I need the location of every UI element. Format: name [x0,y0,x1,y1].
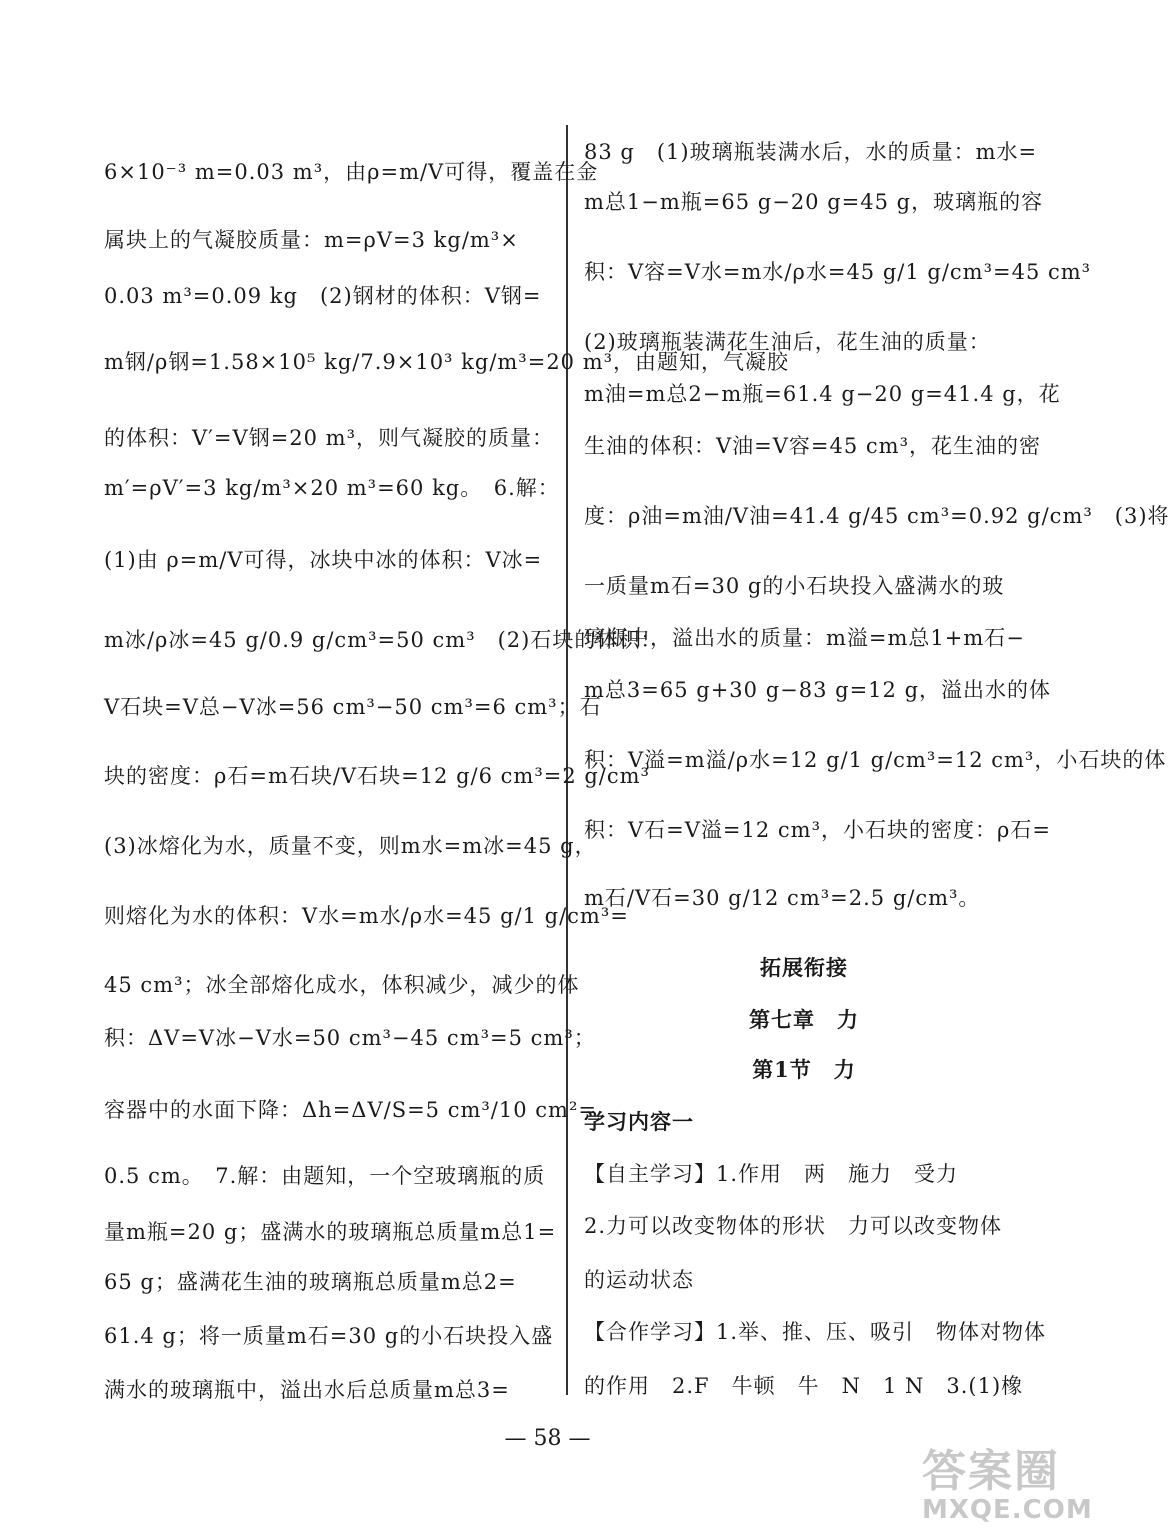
text-line: 一质量m石=30 g的小石块投入盛满水的玻 [584,574,1005,598]
text-line: m钢/ρ钢=1.58×10⁵ kg/7.9×10³ kg/m³=20 m³，由题知，气凝胶 [104,350,790,374]
text-line: m总1−m瓶=65 g−20 g=45 g，玻璃瓶的容 [584,190,1044,214]
text-line: V石块=V总−V冰=56 cm³−50 cm³=6 cm³；石 [104,695,602,719]
text-line: 璃瓶中，溢出水的质量：m溢=m总1+m石− [584,626,1025,650]
text-line: 积：V容=V水=m水/ρ水=45 g/1 g/cm³=45 cm³ [584,260,1092,284]
text-line: 量m瓶=20 g；盛满水的玻璃瓶总质量m总1= [104,1220,557,1244]
text-line: m石/V石=30 g/12 cm³=2.5 g/cm³。 [584,886,981,910]
text-line: 度：ρ油=m油/V油=41.4 g/45 cm³=0.92 g/cm³ (3)将 [584,504,1170,528]
coop-study-line: 的作用 2.F 牛顿 牛 N 1 N 3.(1)橡 [584,1374,1024,1398]
text-line: 61.4 g；将一质量m石=30 g的小石块投入盛 [104,1324,554,1348]
text-line: 83 g (1)玻璃瓶装满水后，水的质量：m水= [584,140,1038,164]
text-line: 45 cm³；冰全部熔化成水，体积减少，减少的体 [104,973,580,997]
text-line: (1)由 ρ=m/V可得，冰块中冰的体积：V冰= [104,548,543,572]
self-study-line: 2.力可以改变物体的形状 力可以改变物体 [584,1214,1003,1238]
page-number: — 58 — [504,1426,591,1451]
watermark-bottom: MXQE.COM [922,1495,1093,1525]
text-line: 积：ΔV=V冰−V水=50 cm³−45 cm³=5 cm³； [104,1026,596,1050]
text-line: (3)冰熔化为水，质量不变，则m水=m冰=45 g， [104,834,597,858]
content-title: 学习内容一 [584,1109,694,1134]
watermark-logo [922,1446,1093,1532]
text-line: m′=ρV′=3 kg/m³×20 m³=60 kg。 6.解： [104,476,560,500]
text-line: m油=m总2−m瓶=61.4 g−20 g=41.4 g，花 [584,382,1061,406]
text-line: (2)玻璃瓶装满花生油后，花生油的质量： [584,330,991,354]
column-divider [566,125,568,1395]
text-line: m冰/ρ冰=45 g/0.9 g/cm³=50 cm³ (2)石块的体积： [104,628,663,652]
text-line: 则熔化为水的体积：V水=m水/ρ水=45 g/1 g/cm³= [104,904,629,928]
section-title: 第1节 力 [752,1057,856,1082]
text-line: 生油的体积：V油=V容=45 cm³，花生油的密 [584,434,1042,458]
text-line: 0.5 cm。 7.解：由题知，一个空玻璃瓶的质 [104,1164,546,1188]
text-line: 积：V石=V溢=12 cm³，小石块的密度：ρ石= [584,818,1051,842]
text-line: 0.03 m³=0.09 kg (2)钢材的体积：V钢= [104,284,542,308]
text-line: 属块上的气凝胶质量：m=ρV=3 kg/m³× [104,228,519,252]
text-line: m总3=65 g+30 g−83 g=12 g，溢出水的体 [584,678,1052,702]
watermark-top: 答案圈 [922,1446,1060,1497]
text-line: 的体积：V′=V钢=20 m³，则气凝胶的质量： [104,426,555,450]
heading-expand: 拓展衔接 [760,955,848,980]
text-line: 满水的玻璃瓶中，溢出水后总质量m总3= [104,1378,510,1402]
text-line: 容器中的水面下降：Δh=ΔV/S=5 cm³/10 cm²= [104,1098,597,1122]
text-line: 积：V溢=m溢/ρ水=12 g/1 g/cm³=12 cm³，小石块的体 [584,748,1167,772]
coop-study-line: 【合作学习】1.举、推、压、吸引 物体对物体 [584,1320,1047,1344]
text-line: 块的密度：ρ石=m石块/V石块=12 g/6 cm³=2 g/cm³ [104,764,650,788]
text-line: 6×10⁻³ m=0.03 m³，由ρ=m/V可得，覆盖在金 [104,160,599,184]
self-study-line: 的运动状态 [584,1268,694,1292]
text-line: 65 g；盛满花生油的玻璃瓶总质量m总2= [104,1270,517,1294]
chapter-title: 第七章 力 [749,1007,859,1032]
self-study-line: 【自主学习】1.作用 两 施力 受力 [584,1162,959,1186]
